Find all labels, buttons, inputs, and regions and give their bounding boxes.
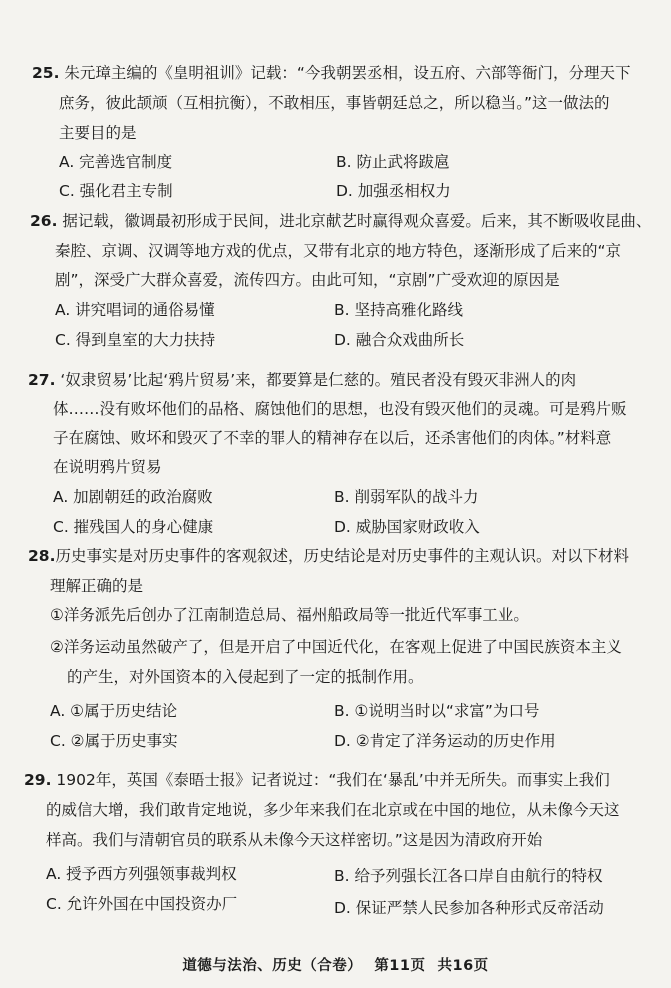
question-text: 理解正确的是 [50, 577, 144, 595]
option-b: B. ①说明当时以“求富”为口号 [334, 702, 540, 720]
question-text: 样高。我们与清朝官员的联系从未像今天这样密切。”这是因为清政府开始 [46, 831, 543, 849]
question-number: 27. [28, 371, 56, 389]
question-text: 秦腔、京调、汉调等地方戏的优点，又带有北京的地方特色，逐渐形成了后来的“京 [55, 242, 622, 260]
footer-page: 第11页 [374, 958, 426, 974]
question-25-line-1 [32, 63, 630, 83]
question-text: 庶务，彼此颉颃（互相抗衡），不敢相压，事皆朝廷总之，所以稳当。”这一做法的 [59, 94, 610, 112]
question-27-line-1 [28, 370, 576, 390]
question-text: 朱元璋主编的《皇明祖训》记载：“今我朝罢丞相，设五府、六部等衙门，分理天下 [64, 64, 631, 82]
question-text: ‘奴隶贸易’比起‘鸦片贸易’来，都要算是仁慈的。殖民者没有毁灭非洲人的肉 [60, 371, 577, 389]
question-text: 在说明鸦片贸易 [53, 458, 162, 476]
question-text: 剧”，深受广大群众喜爱，流传四方。由此可知，“京剧”广受欢迎的原因是 [55, 271, 560, 289]
option-b: B. 防止武将跋扈 [336, 153, 450, 171]
option-b: B. 给予列强长江各口岸自由航行的特权 [334, 867, 603, 885]
option-d: D. ②肯定了洋务运动的历史作用 [334, 732, 556, 750]
question-text: 的威信大增，我们敢肯定地说，多少年来我们在北京或在中国的地位，从未像今天这 [46, 801, 620, 819]
material-1: ①洋务派先后创办了江南制造总局、福州船政局等一批近代军事工业。 [50, 606, 529, 624]
option-a: A. 讲究唱词的通俗易懂 [55, 301, 215, 319]
question-29-line-1 [24, 770, 610, 790]
question-number: 26. [30, 212, 58, 230]
option-c: C. 摧残国人的身心健康 [53, 518, 214, 536]
question-26-line-1 [30, 211, 651, 231]
footer-total: 共16页 [437, 958, 489, 974]
option-d: D. 保证严禁人民参加各种形式反帝活动 [334, 899, 604, 917]
option-a: A. 加剧朝廷的政治腐败 [53, 488, 213, 506]
option-a: A. 完善选官制度 [59, 153, 173, 171]
option-b: B. 坚持高雅化路线 [334, 301, 463, 319]
option-c: C. 得到皇室的大力扶持 [55, 331, 216, 349]
question-text: 据记载，徽调最初形成于民间，进北京献艺时赢得观众喜爱。后来，其不断吸收昆曲、 [62, 212, 652, 230]
option-a: A. 授予西方列强领事裁判权 [46, 865, 237, 883]
option-c: C. ②属于历史事实 [50, 732, 178, 750]
page-footer [0, 954, 671, 975]
question-text: 1902年，英国《泰晤士报》记者说过：“我们在‘暴乱’中并无所失。而事实上我们 [56, 771, 610, 789]
material-2-cont: 的产生，对外国资本的入侵起到了一定的抵制作用。 [67, 668, 424, 686]
question-text: 子在腐蚀、败坏和毁灭了不幸的罪人的精神存在以后，还杀害他们的肉体。”材料意 [53, 429, 612, 447]
question-number: 25. [32, 64, 60, 82]
footer-subject: 道德与法治、历史（合卷） [182, 958, 363, 974]
option-a: A. ①属于历史结论 [50, 702, 178, 720]
question-text: 主要目的是 [59, 124, 137, 142]
option-d: D. 加强丞相权力 [336, 182, 451, 200]
material-2: ②洋务运动虽然破产了，但是开启了中国近代化，在客观上促进了中国民族资本主义 [50, 638, 622, 656]
question-number: 28. [28, 547, 56, 565]
option-d: D. 融合众戏曲所长 [334, 331, 465, 349]
option-b: B. 削弱军队的战斗力 [334, 488, 479, 506]
question-text: 历史事实是对历史事件的客观叙述，历史结论是对历史事件的主观认识。对以下材料 [55, 547, 629, 565]
question-number: 29. [24, 771, 52, 789]
option-d: D. 威胁国家财政收入 [334, 518, 480, 536]
option-c: C. 强化君主专制 [59, 182, 173, 200]
option-c: C. 允许外国在中国投资办厂 [46, 895, 238, 913]
question-28-line-1 [28, 546, 629, 566]
question-text: 体……没有败坏他们的品格、腐蚀他们的思想，也没有毁灭他们的灵魂。可是鸦片贩 [53, 400, 627, 418]
